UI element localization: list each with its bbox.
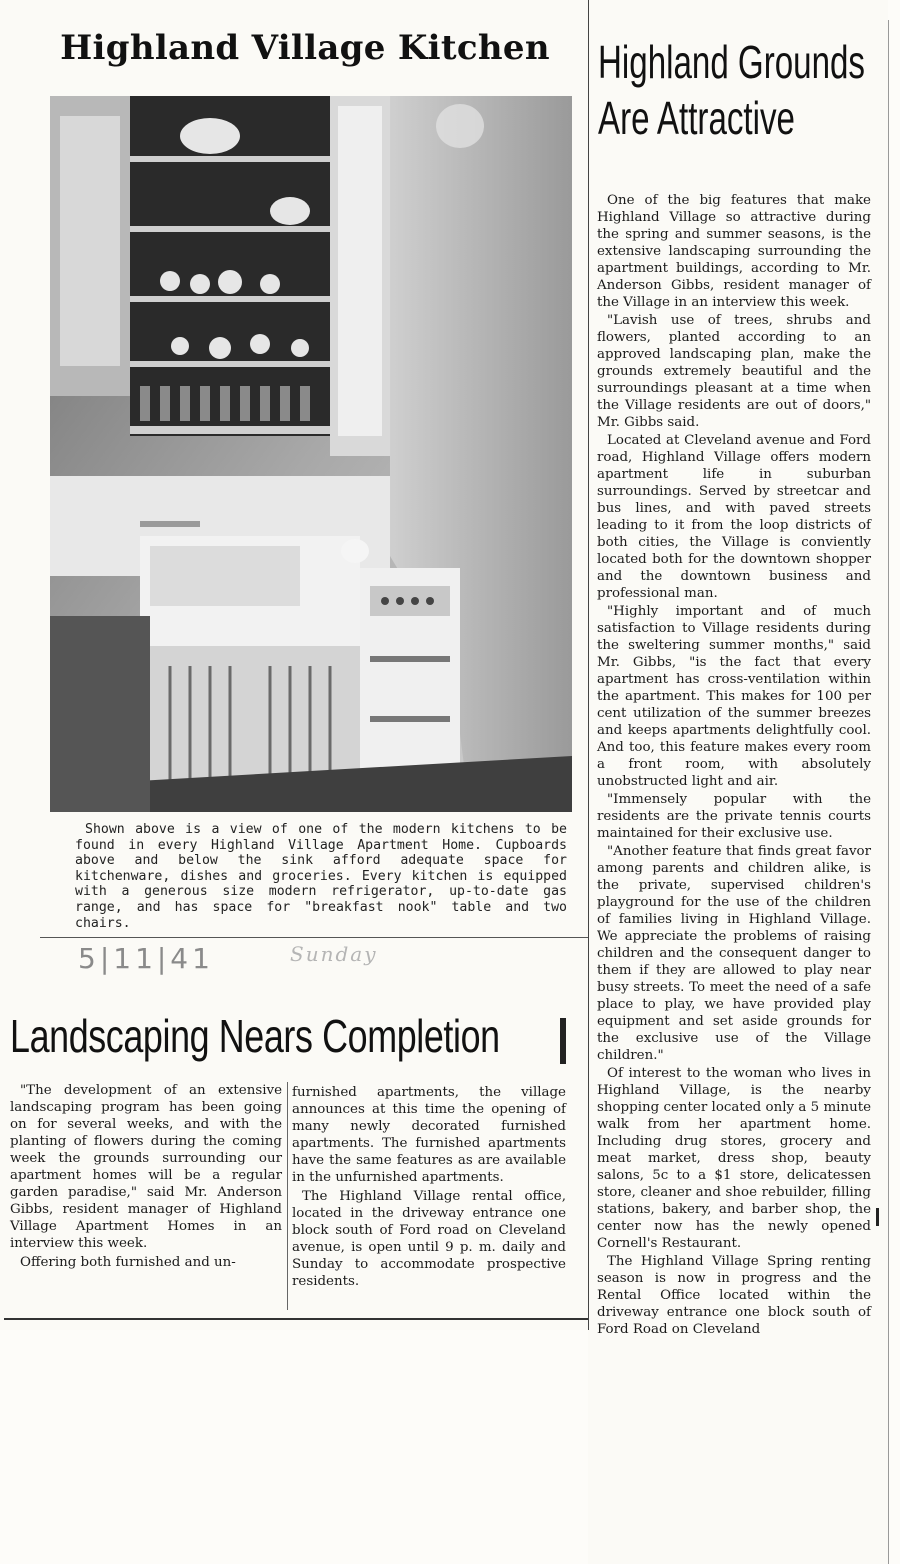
bottom-rule — [4, 1318, 588, 1320]
column-rule-right — [888, 20, 889, 1564]
paragraph: "Highly important and of much satisfaction to Village residents during the sweltering summer months," said Mr. Gibbs, "is the fact that every apartment has cross-ventilation within the apartment. This makes for 100 per cent utilization of the summer breezes and keeps apartments delightfully cool. And too, this feature makes every room a front room, with absolutely unobstructed light and air. — [597, 604, 871, 789]
paragraph: furnished apartments, the village announces at this time the opening of many newly decorated furnished apartments. The furnished apartments have the same features as are available in the unfurnished apartments. — [292, 1085, 566, 1185]
column-rule-inner — [287, 1082, 288, 1310]
paragraph: "The development of an extensive landscaping program has been going on for several weeks, and with the planting of flowers during the coming week the grounds surrounding our apartment homes will be a regular garden paradise," said Mr. Anderson Gibbs, resident manager of Highland Village Apartment Homes in an interview this week. — [10, 1083, 282, 1251]
section-divider — [40, 937, 588, 938]
kitchen-photo — [50, 96, 572, 812]
grounds-headline — [598, 34, 865, 146]
handwritten-note: Sunday — [290, 942, 378, 966]
landscaping-column-2 — [292, 1084, 566, 1292]
grounds-headline-line-2: Are Attractive — [598, 92, 795, 144]
caption-text: Shown above is a view of one of the modern kitchens to be found in every Highland Village Apartment Home. Cupboards above and below the sink afford adequate space for kitchenware, dishes and groceries. Every kitchen is equipped with a generous size modern refrigerator, up-to-date gas range, and has space for "breakfast nook" table and two chairs. — [75, 822, 567, 931]
paragraph: Of interest to the woman who lives in Highland Village, is the nearby shopping center located only a 5 minute walk from her apartment home. Including drug stores, grocery and meat market, dress shop, beauty salons, 5c to a $1 store, delicatessen store, cleaner and shoe rebuilder, filling stations, bakery, and barber shop, the center now has the newly opened Cornell's Restaurant. — [597, 1066, 871, 1251]
edge-mark — [876, 1208, 879, 1226]
paragraph: Located at Cleveland avenue and Ford road, Highland Village offers modern apartment life in suburban surroundings. Served by streetcar and bus lines, and with paved streets leading to it from the loop districts of both cities, the Village is conviently located both for the downtown shopper and the downtown business and professional man. — [597, 433, 871, 601]
paragraph: "Lavish use of trees, shrubs and flowers, planted according to an approved landscaping plan, make the grounds extremely beautiful and the surroundings pleasant at a time when the Village residents are out of doors," Mr. Gibbs said. — [597, 313, 871, 430]
landscaping-headline: Landscaping Nears Completion — [10, 1010, 500, 1062]
paragraph: The Highland Village Spring renting season is now in progress and the Rental Office located within the driveway entrance one block south of Ford Road on Cleveland — [597, 1254, 871, 1337]
paragraph: Offering both furnished and un- — [20, 1255, 236, 1270]
handwritten-date: 5|11|41 — [78, 942, 214, 975]
kitchen-headline: Highland Village Kitchen — [60, 28, 550, 68]
column-rule-left — [588, 0, 589, 1330]
paragraph: "Another feature that finds great favor among parents and children alike, is the private, supervised children's playground for the use of the children of families living in Highland Village. We appreciate the problems of raising children and the consequent danger to them if they are allowed to play near busy streets. To meet the need of a safe place to play, we have provided play equipment and set aside grounds for the exclusive use of the Village children." — [597, 844, 871, 1063]
kitchen-caption — [75, 822, 567, 931]
paragraph: "Immensely popular with the residents are the private tennis courts maintained for their exclusive use. — [597, 792, 871, 841]
landscaping-column-1 — [10, 1082, 282, 1273]
paragraph: The Highland Village rental office, located in the driveway entrance one block south of Ford road on Cleveland avenue, is open until 9 p. m. daily and Sunday to accommodate prospective residents. — [292, 1189, 566, 1289]
grounds-column — [597, 192, 871, 1339]
paragraph: One of the big features that make Highland Village so attractive during the spring and summer seasons, is the extensive landscaping surrounding the apartment buildings, according to Mr. Anderson Gibbs, resident manager of the Village in an interview this week. — [597, 193, 871, 310]
grounds-headline-line-1: Highland Grounds — [598, 36, 865, 88]
headline-bar — [560, 1018, 566, 1064]
